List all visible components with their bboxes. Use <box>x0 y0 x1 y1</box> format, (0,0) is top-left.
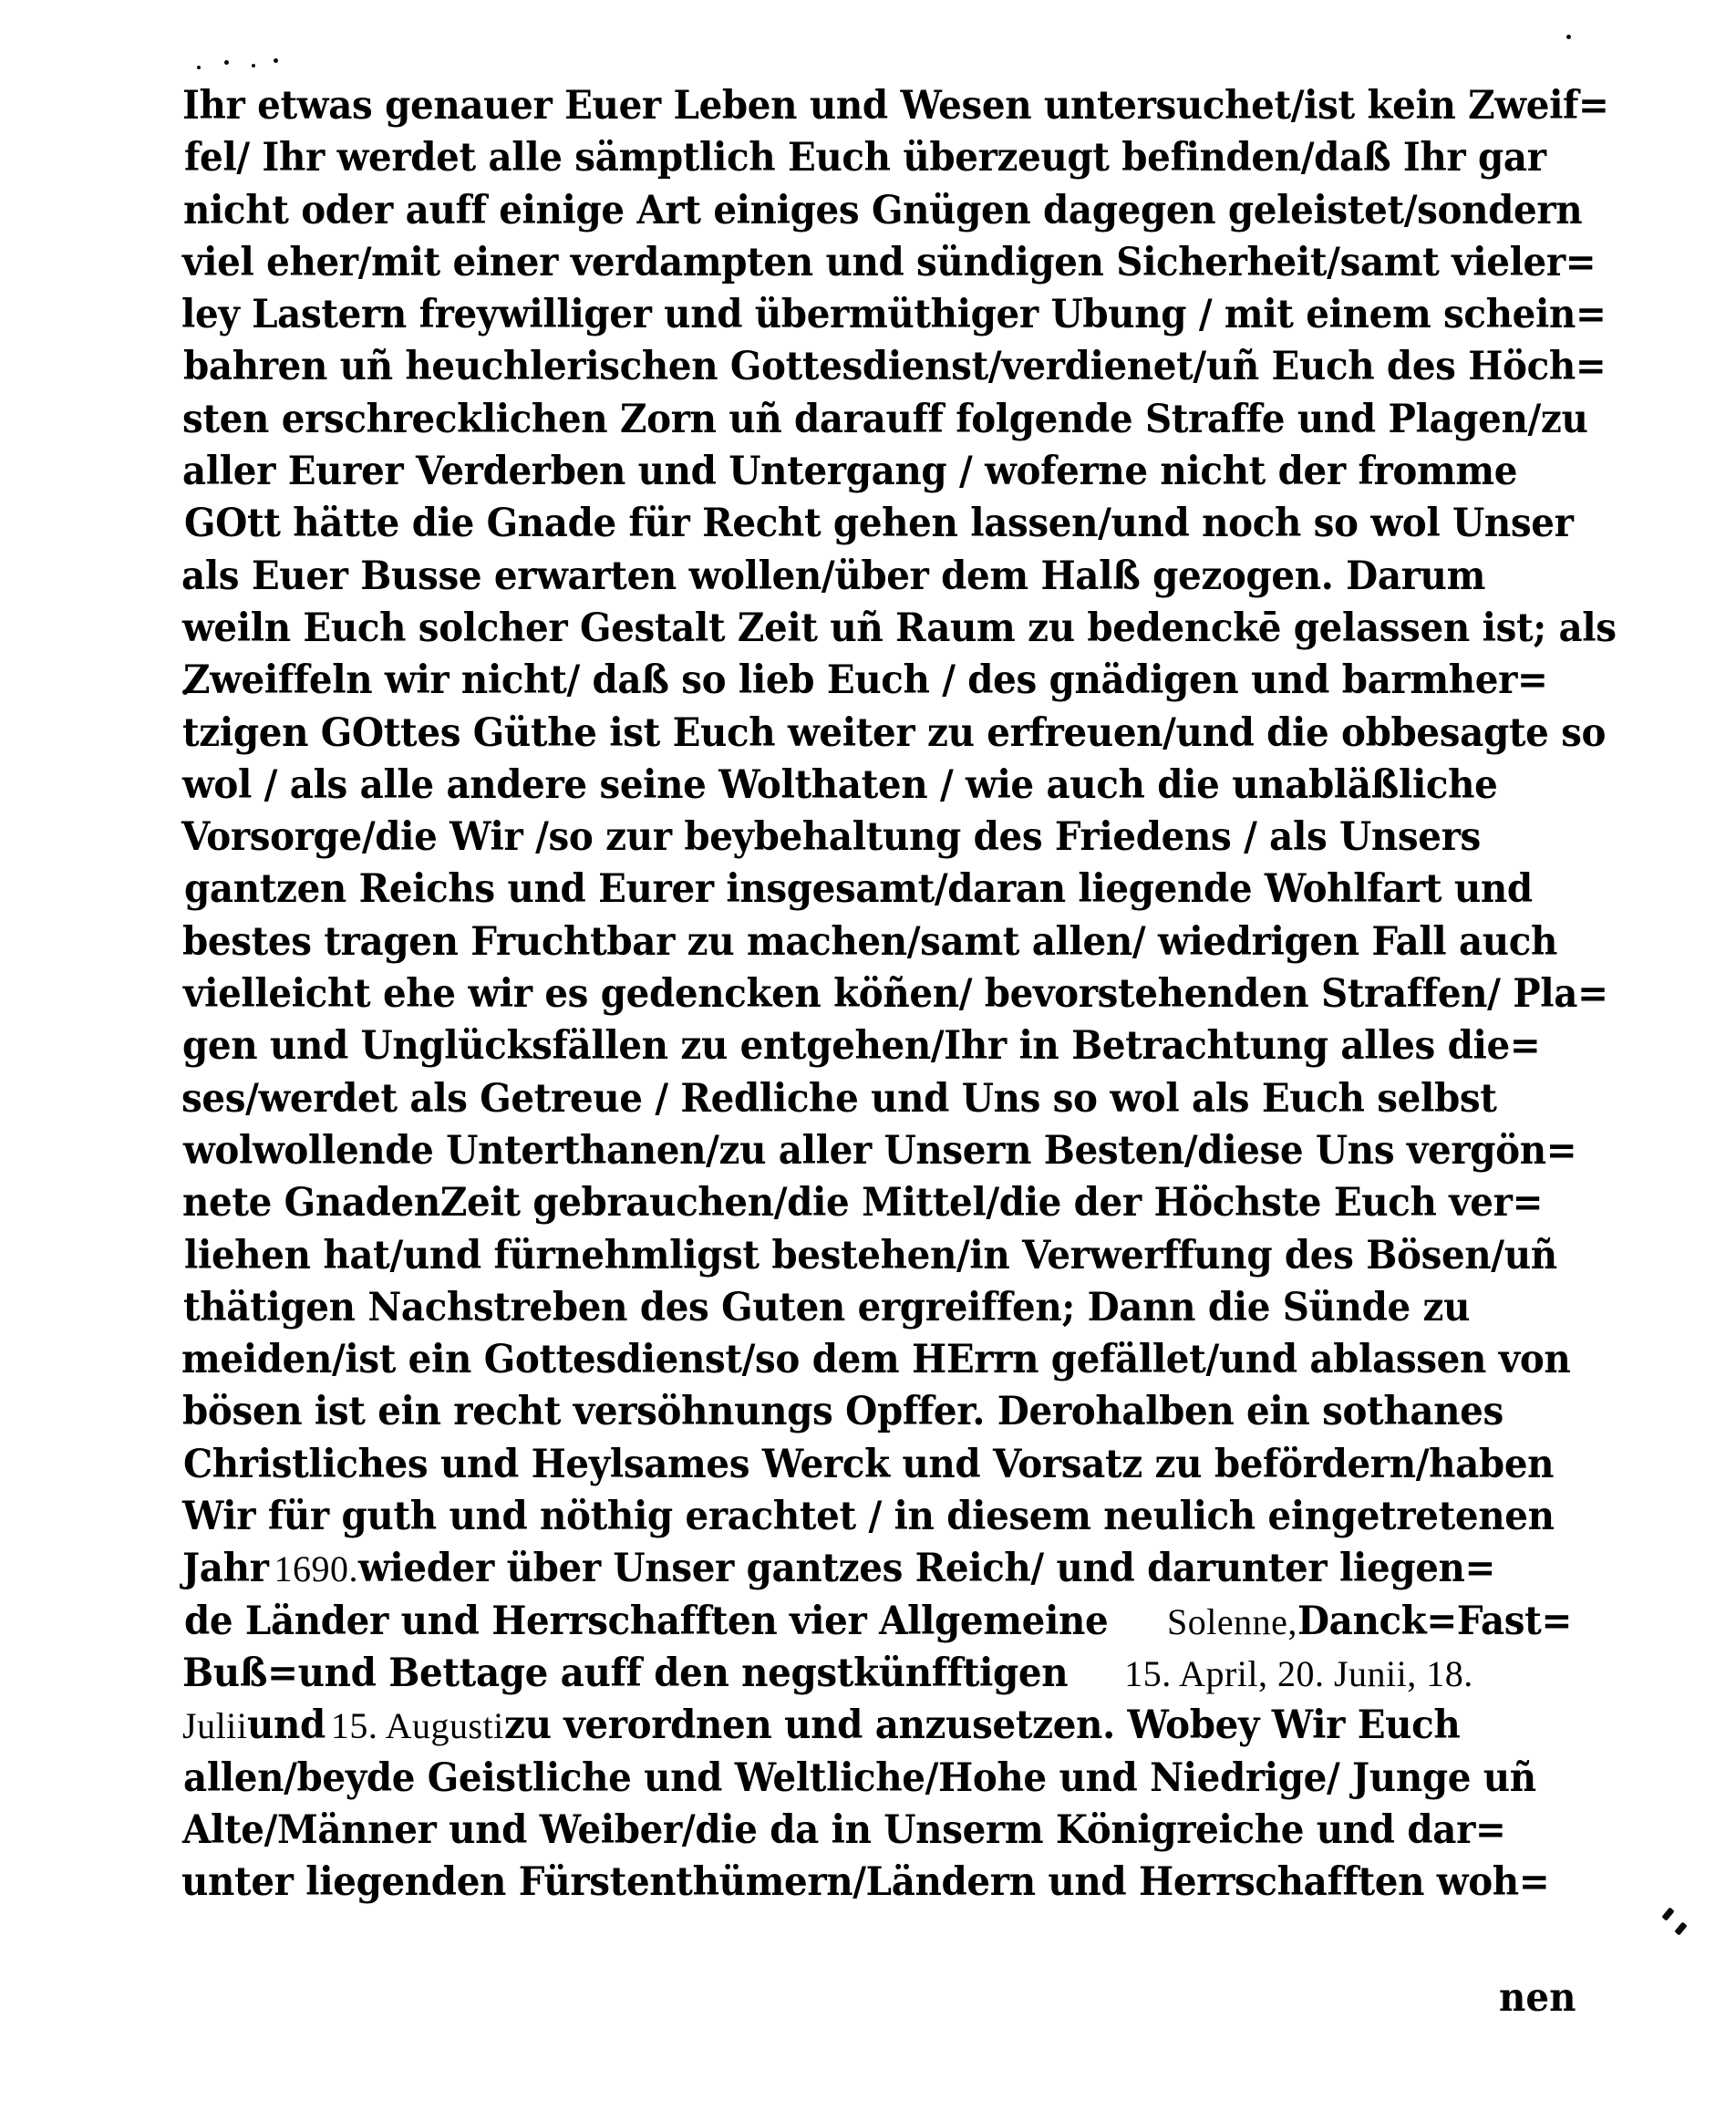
text-run-fraktur: zu verordnen und anzusetzen. Wobey Wir Euch <box>503 1703 1461 1749</box>
text-run-fraktur: und <box>247 1703 326 1749</box>
text-line <box>183 1125 1577 1177</box>
text-line-solenne <box>184 1596 1572 1648</box>
text-line-content: ses/werdet als Getreue / Redliche und Uns so wol als Euch selbst <box>181 1075 1497 1122</box>
text-line <box>181 1857 1550 1909</box>
body-text-block <box>181 80 1617 1909</box>
ink-fleck-icon <box>1674 1921 1687 1935</box>
text-run-fraktur: wieder über Unser gantzes Reich/ und darunter liegen= <box>358 1546 1496 1592</box>
text-line <box>184 864 1550 916</box>
text-line-content: Christliches und Heylsames Werck und Vorsatz zu befördern/haben <box>183 1441 1555 1487</box>
text-line-content: meiden/ist ein Gottesdienst/so dem HErrn gefället/und ablassen von <box>181 1337 1571 1383</box>
catchword <box>1499 1975 1581 2021</box>
text-line-content: wolwollende Unterthanen/zu aller Unsern Besten/diese Uns vergön= <box>183 1127 1577 1174</box>
text-line <box>183 655 1550 707</box>
text-line-content: als Euer Busse erwarten wollen/über dem Halß gezogen. Darum <box>181 553 1485 599</box>
text-run-fraktur: Jahr <box>182 1546 269 1592</box>
text-line-content: ley Lastern freywilliger und übermüthiger Ubung / mit einem schein= <box>181 292 1607 338</box>
text-line <box>182 1491 1555 1543</box>
date-month-julii: Julii <box>182 1705 248 1747</box>
text-line <box>182 446 1550 498</box>
text-line <box>184 1230 1557 1282</box>
text-line <box>184 132 1550 184</box>
text-line <box>182 1177 1550 1229</box>
ink-fleck-icon <box>1566 35 1571 39</box>
text-line-content: wol / als alle andere seine Wolthaten / wie auch die unabläßliche <box>182 761 1498 808</box>
text-line <box>181 551 1550 603</box>
text-line-content: sten erschrecklichen Zorn uñ darauff folgende Straffe und Plagen/zu <box>182 396 1588 442</box>
text-line-content: allen/beyde Geistliche und Weltliche/Hohe und Niedrige/ Junge uñ <box>183 1754 1536 1801</box>
ink-fleck-icon <box>252 64 255 67</box>
text-run-fraktur: Danck=Fast= <box>1297 1598 1572 1644</box>
text-line-content: liehen hat/und fürnehmligst bestehen/in Verwerffung des Bösen/uñ <box>184 1232 1557 1278</box>
text-line <box>182 1805 1550 1857</box>
text-line-dates-2 <box>182 1700 1550 1752</box>
text-line-content: gen und Unglücksfällen zu entgehen/Ihr in Betrachtung alles die= <box>182 1023 1541 1070</box>
text-line-dates-1 <box>182 1648 1550 1700</box>
text-line <box>182 916 1558 968</box>
text-line <box>183 968 1608 1020</box>
text-line <box>183 1439 1555 1491</box>
text-line <box>181 1334 1571 1386</box>
ink-fleck-icon <box>224 60 229 65</box>
text-line-content: weiln Euch solcher Gestalt Zeit uñ Raum zu bedenckē gelassen ist; als <box>182 605 1617 651</box>
ink-fleck-icon <box>274 58 278 63</box>
text-line-content: tzigen GOttes Güthe ist Euch weiter zu erfreuen/und die obbesagte so <box>182 709 1607 756</box>
text-run-fraktur: de Länder und Herrschafften vier Allgemeine <box>184 1598 1109 1644</box>
text-line-content: Ihr etwas genauer Euer Leben und Wesen untersuchet/ist kein Zweif= <box>182 83 1609 129</box>
text-line <box>182 237 1596 289</box>
text-line <box>182 708 1607 760</box>
date-list-first: 15. April, 20. Junii, 18. <box>1124 1652 1473 1694</box>
text-line-content: aller Eurer Verderben und Untergang / woferne nicht der fromme <box>182 449 1518 495</box>
text-line-content: nete GnadenZeit gebrauchen/die Mittel/die der Höchste Euch ver= <box>182 1180 1544 1226</box>
text-run-fraktur: Buß=und Bettage auff den negstkünfftigen <box>182 1650 1069 1696</box>
catchword-text: nen <box>1499 1975 1576 2021</box>
text-line-content: Zweiffeln wir nicht/ daß so lieb Euch / des gnädigen und barmher= <box>183 657 1548 704</box>
text-line <box>181 289 1607 341</box>
text-line <box>182 603 1617 655</box>
text-line <box>183 185 1583 237</box>
text-line <box>181 1073 1550 1125</box>
text-line-content: bahren uñ heuchlerischen Gottesdienst/verdienet/uñ Euch des Höch= <box>183 344 1607 390</box>
text-line <box>183 1753 1550 1805</box>
text-line-content: Alte/Männer und Weiber/die da in Unserm Königreiche und dar= <box>182 1806 1506 1853</box>
year-value: 1690. <box>274 1548 359 1590</box>
text-line-content: Wir für guth und nöthig erachtet / in diesem neulich eingetretenen <box>182 1494 1555 1540</box>
text-line-year <box>182 1543 1550 1595</box>
text-line <box>183 341 1607 393</box>
text-line-content: Vorsorge/die Wir /so zur beybehaltung des Friedens / als Unsers <box>181 814 1481 861</box>
text-line-content: unter liegenden Fürstenthümern/Ländern und Herrschafften woh= <box>181 1859 1550 1906</box>
latin-term-solenne: Solenne, <box>1167 1600 1297 1642</box>
text-line <box>182 1386 1550 1438</box>
text-line-content: viel eher/mit einer verdampten und sündigen Sicherheit/samt vieler= <box>182 239 1596 285</box>
text-line <box>183 1282 1550 1334</box>
text-line-content: bestes tragen Fruchtbar zu machen/samt allen/ wiedrigen Fall auch <box>182 918 1558 965</box>
text-line-content: gantzen Reichs und Eurer insgesamt/daran liegende Wohlfart und <box>184 866 1533 913</box>
text-line <box>182 80 1609 132</box>
text-line-content: fel/ Ihr werdet alle sämptlich Euch überzeugt befinden/daß Ihr gar <box>184 135 1546 181</box>
text-line-content: nicht oder auff einige Art einiges Gnügen dagegen geleistet/sondern <box>183 187 1583 233</box>
text-line <box>182 1020 1550 1072</box>
text-line-content: thätigen Nachstreben des Guten ergreiffen; Dann die Sünde zu <box>183 1284 1471 1330</box>
ink-fleck-icon <box>1661 1907 1674 1920</box>
text-line <box>182 394 1588 446</box>
text-line <box>181 812 1550 864</box>
text-line-content: vielleicht ehe wir es gedencken köñen/ bevorstehenden Straffen/ Pla= <box>183 971 1608 1018</box>
text-line-content: GOtt hätte die Gnade für Recht gehen lassen/und noch so wol Unser <box>184 501 1574 547</box>
ink-fleck-icon <box>197 66 201 69</box>
date-august: 15. Augusti <box>330 1705 504 1747</box>
text-line <box>184 498 1574 550</box>
text-line <box>182 760 1550 812</box>
text-line-content: bösen ist ein recht versöhnungs Opffer. Derohalben ein sothanes <box>182 1389 1504 1435</box>
